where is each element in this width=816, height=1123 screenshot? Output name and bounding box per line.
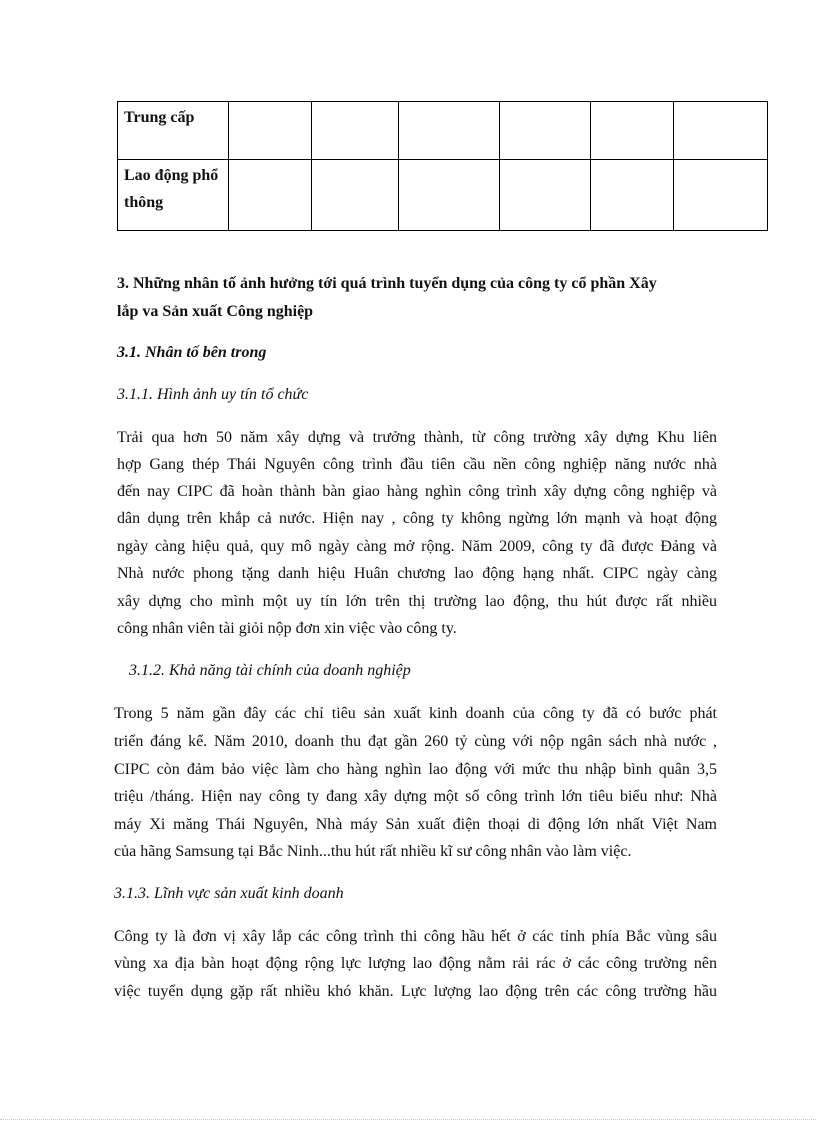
table-cell xyxy=(674,102,768,160)
paragraph-line: Trong 5 năm gần đây các chỉ tiêu sản xuất kinh doanh của công ty đã có bước phát xyxy=(114,705,717,722)
table-cell xyxy=(591,160,674,231)
paragraph-line: Công ty là đơn vị xây lắp các công trình thi công hầu hết ở các tỉnh phía Bắc vùng sâu xyxy=(114,928,717,945)
paragraph-line: công nhân viên tài giỏi nộp đơn xin việc vào công ty. xyxy=(117,620,457,637)
paragraph-line: dân dụng trên khắp cả nước. Hiện nay , công ty không ngừng lớn mạnh và hoạt động xyxy=(117,510,717,527)
paragraph-line: đến nay CIPC đã hoàn thành bàn giao hàng nghìn công trình xây dựng công nghiệp và xyxy=(117,483,717,500)
paragraph-line: xây dựng cho mình một uy tín lớn trên thị trường lao động, thu hút được rất nhiều xyxy=(117,593,717,610)
table-cell xyxy=(591,102,674,160)
paragraph-line: máy Xi măng Thái Nguyên, Nhà máy Sản xuất điện thoại di động lớn nhất Việt Nam xyxy=(114,816,717,833)
paragraph-line: triển đáng kể. Năm 2010, doanh thu đạt gần 260 tỷ cùng với nộp ngân sách nhà nước , xyxy=(114,733,717,750)
paragraph-line: Nhà nước phong tặng danh hiệu Huân chương lao động hạng nhất. CIPC ngày càng xyxy=(117,565,717,582)
table-cell xyxy=(500,160,591,231)
paragraph-line: của hãng Samsung tại Bắc Ninh...thu hút rất nhiều kĩ sư công nhân vào làm việc. xyxy=(114,843,632,860)
table-cell xyxy=(399,102,500,160)
paragraph-line: triệu /tháng. Hiện nay công ty đang xây dựng một số công trình lớn tiêu biểu như: Nhà xyxy=(114,788,717,805)
table-cell xyxy=(229,160,312,231)
table-cell xyxy=(312,160,399,231)
section-heading: 3. Những nhân tố ảnh hưởng tới quá trình tuyển dụng của công ty cổ phần Xây xyxy=(117,275,657,292)
subsection-title: 3.1.2. Khả năng tài chính của doanh nghiệp xyxy=(129,662,411,679)
staff-table xyxy=(117,101,768,231)
paragraph-line: Trải qua hơn 50 năm xây dựng và trưởng thành, từ công trường xây dựng Khu liên xyxy=(117,429,717,446)
table-cell xyxy=(674,160,768,231)
page-bottom-rule xyxy=(0,1119,816,1120)
table-row xyxy=(118,102,768,160)
table-cell xyxy=(399,160,500,231)
table-row xyxy=(118,160,768,231)
subsection-title: 3.1.3. Lĩnh vực sản xuất kinh doanh xyxy=(114,885,344,902)
table-cell xyxy=(500,102,591,160)
row-label: Trung cấp xyxy=(118,102,229,160)
paragraph-line: ngày càng hiệu quả, quy mô ngày càng mở rộng. Năm 2009, công ty đã được Đảng và xyxy=(117,538,717,555)
paragraph-line: CIPC còn đảm bảo việc làm cho hàng nghìn lao động với mức thu nhập bình quân 3,5 xyxy=(114,761,717,778)
paragraph-line: vùng xa địa bàn hoạt động rộng lực lượng lao động nằm rải rác ở các công trường nên xyxy=(114,955,717,972)
subsection-title: 3.1. Nhân tố bên trong xyxy=(117,344,267,361)
row-label: Lao động phổ thông xyxy=(118,160,229,231)
subsection-title: 3.1.1. Hình ảnh uy tín tổ chức xyxy=(117,386,309,403)
paragraph-line: việc tuyển dụng gặp rất nhiều khó khăn. Lực lượng lao động trên các công trường hầu xyxy=(114,983,717,1000)
paragraph-line: hợp Gang thép Thái Nguyên công trình đầu tiên cầu nền công nghiệp năng nước nhà xyxy=(117,456,717,473)
table-cell xyxy=(312,102,399,160)
table-cell xyxy=(229,102,312,160)
section-heading-cont: lắp va Sản xuất Công nghiệp xyxy=(117,303,314,320)
